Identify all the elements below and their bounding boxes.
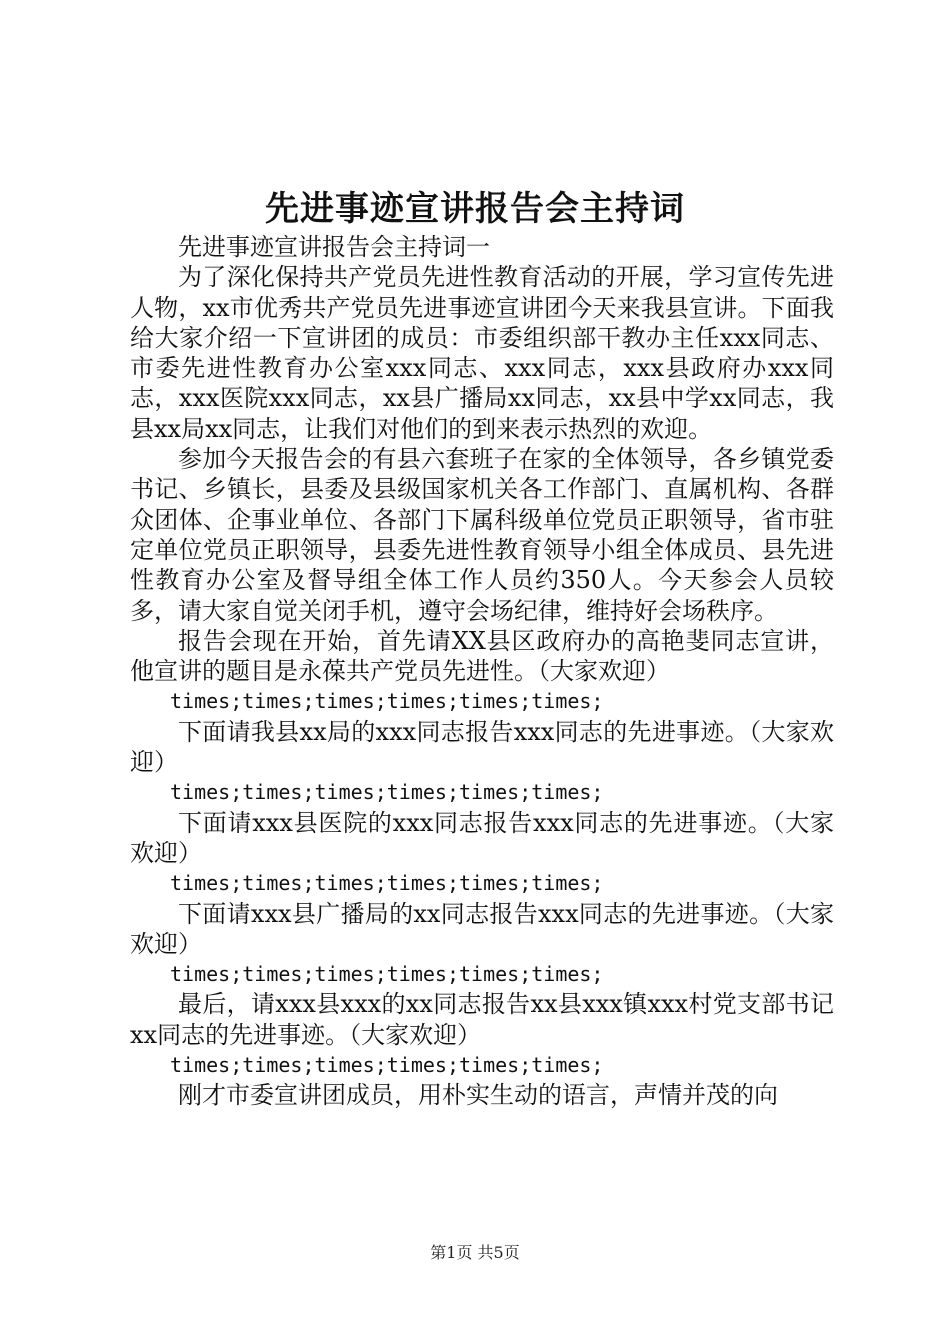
page-number-footer: 第1页 共5页 xyxy=(430,1243,520,1262)
paragraph-separator: times;times;times;times;times;times; xyxy=(170,962,604,987)
paragraph-speaker-3: 下面请xxx县医院的xxx同志报告xxx同志的先进事迹。（大家欢迎） xyxy=(130,808,834,867)
paragraph-opening: 报告会现在开始，首先请XX县区政府办的高艳斐同志宣讲，他宣讲的题目是永葆共产党员先进性。（大家欢迎） xyxy=(130,626,834,686)
paragraph-attendees: 参加今天报告会的有县六套班子在家的全体领导，各乡镇党委书记、乡镇长，县委及县级国家机关各工作部门、直属机构、各群众团体、企事业单位、各部门下属科级单位党员正职领导，省市驻定单位党员正职领导，县委先进性教育领导小组全体成员、县先进性教育办公室及督导组全体工作人员约350人。今天参会人员较多，请大家自觉关闭手机，遵守会场纪律，维持好会场秩序。 xyxy=(130,445,834,625)
paragraph-speaker-4: 下面请xxx县广播局的xx同志报告xxx同志的先进事迹。（大家欢迎） xyxy=(130,899,834,958)
paragraph-speaker-5: 最后，请xxx县xxx的xx同志报告xx县xxx镇xxx村党支部书记xx同志的先进事迹。（大家欢迎） xyxy=(130,990,834,1049)
paragraph-separator: times;times;times;times;times;times; xyxy=(170,689,604,714)
paragraph-closing: 刚才市委宣讲团成员，用朴实生动的语言，声情并茂的向 xyxy=(178,1081,778,1110)
paragraph-introduction: 为了深化保持共产党员先进性教育活动的开展，学习宣传先进人物，xx市优秀共产党员先进事迹宣讲团今天来我县宣讲。下面我给大家介绍一下宣讲团的成员：市委组织部干教办主任xxx同志、市委先进性教育办公室xxx同志、xxx同志，xxx县政府办xxx同志，xxx医院xxx同志，xx县广播局xx同志，xx县中学xx同志，我县xx局xx同志，让我们对他们的到来表示热烈的欢迎。 xyxy=(130,263,834,443)
paragraph-separator: times;times;times;times;times;times; xyxy=(170,780,604,805)
paragraph-subtitle: 先进事迹宣讲报告会主持词一 xyxy=(178,233,490,261)
paragraph-separator: times;times;times;times;times;times; xyxy=(170,1053,604,1078)
paragraph-speaker-2: 下面请我县xx局的xxx同志报告xxx同志的先进事迹。（大家欢迎） xyxy=(130,717,834,777)
document-body xyxy=(130,232,834,1111)
document-title: 先进事迹宣讲报告会主持词 xyxy=(265,189,685,229)
paragraph-separator: times;times;times;times;times;times; xyxy=(170,871,604,896)
